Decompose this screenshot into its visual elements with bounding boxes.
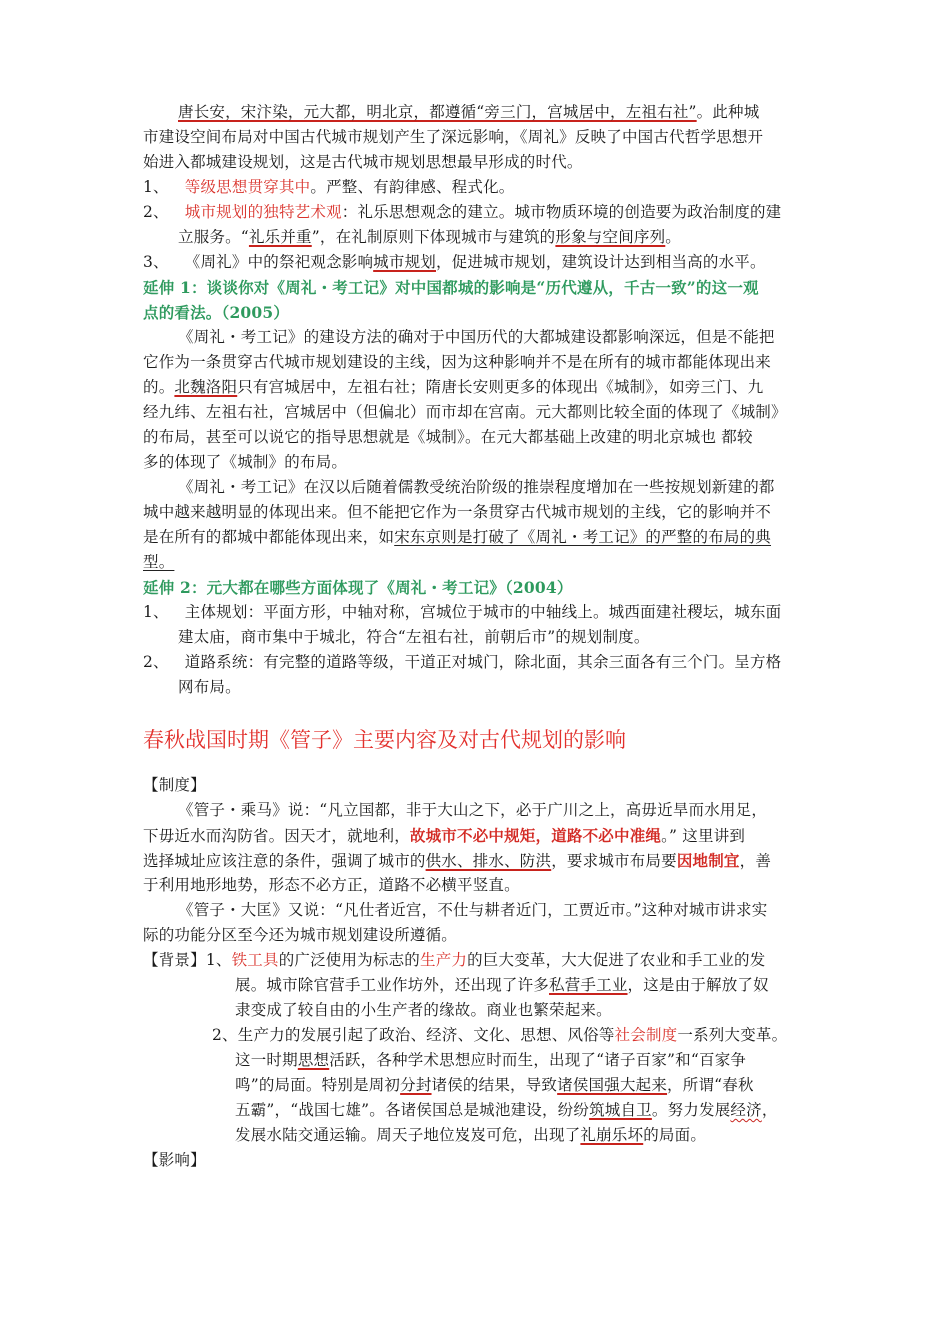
text: 的巨大变革，大大促进了农业和手工业的发 — [467, 951, 766, 969]
paragraph-line: 市建设空间布局对中国古代城市规划产生了深远影响，《周礼》反映了中国古代哲学思想开 — [143, 128, 764, 146]
text: 的。 — [143, 378, 175, 396]
list-number: 2、 — [212, 1026, 238, 1044]
underlined-text: 型。 — [143, 553, 175, 571]
text: ， — [761, 1101, 778, 1119]
list-number: 3、 — [143, 253, 169, 271]
list-item — [212, 1023, 787, 1048]
list-item-continuation: 建太庙，商市集中于城北，符合“左祖右社，前朝后市”的规划制度。 — [178, 628, 650, 646]
list-item — [143, 600, 781, 625]
list-item — [143, 175, 514, 200]
underlined-text: 宋东京则是打破了《周礼・考工记》的严整的布局的典 — [394, 528, 772, 546]
text: 道路系统：有完整的道路等级，干道正对城门，除北面，其余三面各有三个门。呈方格 — [184, 653, 782, 671]
text: 鸣”的局面。特别是周初 — [235, 1076, 401, 1094]
text: 。努力发展 — [651, 1101, 731, 1119]
paragraph-line — [178, 100, 759, 125]
paragraph-line: 际的功能分区至今还为城市规划建设所遵循。 — [143, 926, 458, 944]
text: 主体规划：平面方形，中轴对称，宫城位于城市的中轴线上。城西面建社稷坛，城东面 — [184, 603, 782, 621]
text: 诸侯的结果，导致 — [431, 1076, 558, 1094]
paragraph-line: 多的体现了《城制》的布局。 — [143, 453, 348, 471]
highlight-text: 生产力 — [420, 951, 468, 969]
list-number: 1、 — [205, 951, 232, 969]
text: ，促进城市规划，建筑设计达到相当高的水平。 — [435, 253, 766, 271]
underlined-text: 唐长安，宋汴染，元大都，明北京，都遵循“旁三门，宫城居中，左祖右社” — [178, 103, 697, 121]
section-label: 【背景】 — [143, 951, 206, 969]
text: 的局面。 — [643, 1126, 707, 1144]
highlight-text: 等级思想贯穿其中 — [184, 178, 311, 196]
list-number: 2、 — [143, 203, 169, 221]
underlined-text: 礼乐并重 — [248, 228, 312, 246]
text: 选择城址应该注意的条件，强调了城市的 — [143, 852, 426, 870]
text: 展。城市除官营手工业作坊外，还出现了许多 — [235, 976, 550, 994]
text: 活跃，各种学术思想应时而生，出现了“诸子百家”和“百家争 — [329, 1051, 747, 1069]
paragraph-line: 《周礼・考工记》在汉以后随着儒教受统治阶级的推崇程度增加在一些按规划新建的都 — [178, 478, 775, 496]
text: 一系列大变革。 — [677, 1026, 788, 1044]
question-title: 点的看法。（2005） — [143, 303, 290, 322]
paragraph-line: 的布局，甚至可以说它的指导思想就是《城制》。在元大都基础上改建的明北京城也 都较 — [143, 428, 753, 446]
list-item — [143, 948, 765, 973]
paragraph-line — [143, 823, 745, 848]
underlined-text: 筑城自卫 — [589, 1101, 652, 1119]
text: 。” 这里讲到 — [661, 827, 746, 845]
text: 五霸”，“战国七雄”。各诸侯国总是城池建设，纷纷 — [235, 1101, 590, 1119]
paragraph-line: 城中越来越明显的体现出来。但不能把它作为一条贯穿古代城市规划的主线，它的影响并不 — [143, 503, 772, 521]
section-heading: 春秋战国时期《管子》主要内容及对古代规划的影响 — [143, 728, 626, 752]
paragraph-line — [143, 375, 763, 400]
list-item-continuation: 隶变成了较自由的小生产者的缘故。商业也繁荣起来。 — [235, 1001, 612, 1019]
list-number: 1、 — [143, 178, 169, 196]
text: ，要求城市布局要 — [551, 852, 677, 870]
list-item-continuation: 网布局。 — [178, 678, 241, 696]
question-title: 延伸 1：谈谈你对《周礼・考工记》对中国都城的影响是“历代遵从，千古一致”的这一观 — [143, 278, 759, 297]
underlined-text: 北魏洛阳 — [174, 378, 238, 396]
text: 。严整、有韵律感、程式化。 — [310, 178, 515, 196]
text: 《周礼》中的祭祀观念影响 — [184, 253, 374, 271]
text: 生产力的发展引起了政治、经济、文化、思想、风俗等 — [237, 1026, 615, 1044]
text: 下毋近水而沟防省。因天才，就地利， — [143, 827, 410, 845]
underlined-text: 礼崩乐坏 — [580, 1126, 644, 1144]
text: 立服务。“ — [178, 228, 249, 246]
list-item — [143, 650, 781, 675]
underlined-text: 诸侯国强大起来 — [557, 1076, 668, 1094]
paragraph-line: 于利用地形地势，形态不必方正，道路不必横平竖直。 — [143, 876, 520, 894]
paragraph-line — [143, 848, 771, 873]
text: ，所谓“春秋 — [667, 1076, 754, 1094]
underlined-text: 思想 — [297, 1051, 330, 1069]
text: ：礼乐思想观念的建立。城市物质环境的创造要为政治制度的建 — [341, 203, 782, 221]
paragraph-line: 始进入都城建设规划，这是古代城市规划思想最早形成的时代。 — [143, 153, 583, 171]
underlined-text: 分封 — [400, 1076, 432, 1094]
list-item-continuation — [235, 1098, 778, 1123]
text: 的广泛使用为标志的 — [278, 951, 420, 969]
paragraph-line: 《周礼・考工记》的建设方法的确对于中国历代的大都城建设都影响深远，但是不能把 — [178, 328, 775, 346]
paragraph-line: 经九纬、左祖右社，宫城居中（但偏北）而市却在宫南。元大都则比较全面的体现了《城制》 — [143, 403, 787, 421]
text: 这一时期 — [235, 1051, 298, 1069]
list-item-continuation — [178, 225, 681, 250]
text: 。 — [665, 228, 681, 246]
underlined-text: 城市规划 — [373, 253, 436, 271]
highlight-text: 故城市不必中规矩，道路不必中准绳 — [409, 826, 662, 845]
list-item-continuation — [235, 973, 769, 998]
section-label: 【影响】 — [143, 1151, 206, 1169]
text: ，善 — [739, 852, 772, 870]
list-item — [143, 200, 781, 225]
section-label: 【制度】 — [143, 776, 206, 794]
list-number: 1、 — [143, 603, 169, 621]
paragraph-line — [143, 525, 771, 550]
highlight-text: 社会制度 — [614, 1026, 678, 1044]
text: 只有宫城居中，左祖右社；隋唐长安则更多的体现出《城制》，如旁三门、九 — [237, 378, 764, 396]
list-item-continuation — [235, 1073, 754, 1098]
highlight-text: 因地制宜 — [676, 851, 740, 870]
highlight-text: 铁工具 — [231, 951, 279, 969]
text: 发展水陆交通运输。周天子地位岌岌可危，出现了 — [235, 1126, 581, 1144]
underlined-text: 供水、排水、防洪 — [425, 852, 552, 870]
paragraph-line: 《管子・大匡》又说：“凡仕者近宫，不仕与耕者近门，工贾近市。”这种对城市讲求实 — [178, 901, 768, 919]
highlight-text: 城市规划的独特艺术观 — [184, 203, 342, 221]
list-item-continuation — [235, 1123, 706, 1148]
text: ”，在礼制原则下体现城市与建筑的 — [311, 228, 556, 246]
underlined-text: 经济 — [730, 1101, 762, 1119]
text: ，这是由于解放了奴 — [627, 976, 769, 994]
list-number: 2、 — [143, 653, 169, 671]
paragraph-line: 《管子・乘马》说：“凡立国都，非于大山之下，必于广川之上，高毋近旱而水用足， — [178, 801, 768, 819]
underlined-text: 私营手工业 — [549, 976, 628, 994]
paragraph-line: 它作为一条贯穿古代城市规划建设的主线，因为这种影响并不是在所有的城市都能体现出来 — [143, 353, 772, 371]
paragraph-line — [143, 550, 174, 575]
text: 是在所有的都城中都能体现出来，如 — [143, 528, 395, 546]
list-item-continuation — [235, 1048, 746, 1073]
underlined-text: 形象与空间序列 — [555, 228, 666, 246]
list-item — [143, 250, 766, 275]
text: 。此种城 — [696, 103, 760, 121]
question-title: 延伸 2：元大都在哪些方面体现了《周礼・考工记》（2004） — [143, 578, 573, 597]
